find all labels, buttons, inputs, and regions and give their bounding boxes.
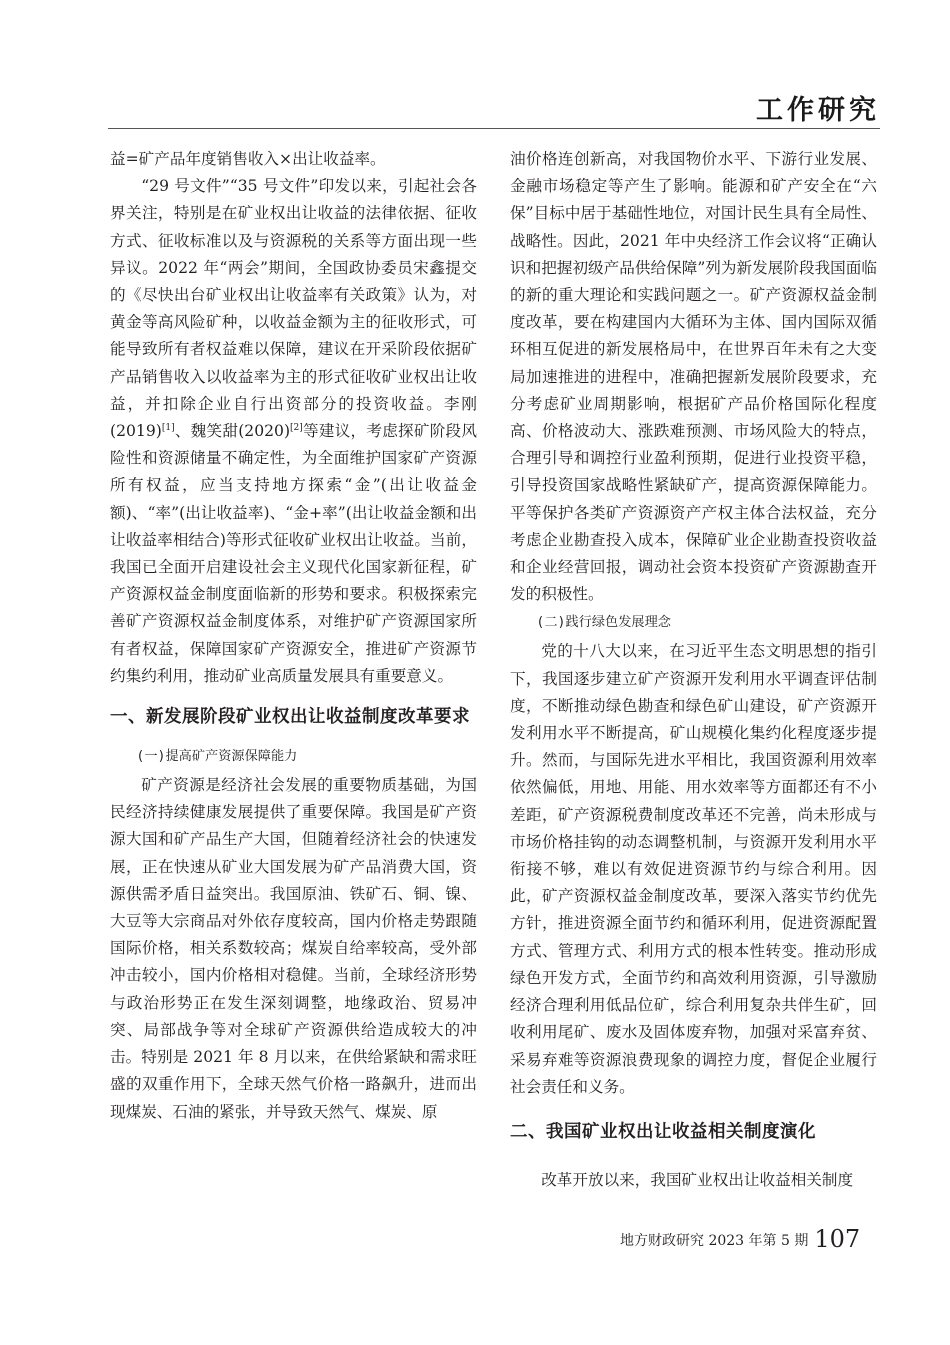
paragraph: 改革开放以来，我国矿业权出让收益相关制度 bbox=[541, 1170, 854, 1189]
section-heading: 二、我国矿业权出让收益相关制度演化 bbox=[510, 1121, 816, 1142]
paragraph-text: 、魏笑甜(2020) bbox=[174, 422, 291, 441]
right-column bbox=[510, 146, 877, 1194]
page-number: 107 bbox=[814, 1225, 861, 1253]
page-footer bbox=[620, 1225, 860, 1253]
paragraph-text: 等建议，考虑探矿阶段风险性和资源储量不确定性，为全面维护国家矿产资源所有权益，应当支持地方探索“金”(出让收益金额)、“率”(出让收益率)、“金+率”(出让收益金额和出让收益率相结合)等形式征收矿业权出让收益。当前，我国已全面开启建设社会主义现代化国家新征程，矿产资源权益金制度面临新的形势和要求。积极探索完善矿产资源权益金制度体系，对维护矿产资源国家所有者权益，保障国家矿产资源安全，推进矿产资源节约集约利用，推动矿业高质量发展具有重要意义。 bbox=[110, 422, 477, 685]
citation-ref: [2] bbox=[290, 422, 303, 433]
paragraph bbox=[110, 173, 477, 690]
paragraph-text: “29 号文件”“35 号文件”印发以来，引起社会各界关注，特别是在矿业权出让收益的法律依据、征收方式、征收标准以及与资源税的关系等方面出现一些异议。2022 年“两会”期间，全国政协委员宋鑫提交的《尽快出台矿业权出让收益率有关政策》认为，对黄金等高风险矿种，以收益金额为主的征收形式，可能导致所有者权益难以保障，建议在开采阶段依据矿产品销售收入以收益率为主的形式征收矿业权出让收益，并扣除企业自行出资部分的投资收益。李刚(2019) bbox=[110, 177, 477, 441]
paragraph: 党的十八大以来，在习近平生态文明思想的指引下，我国逐步建立矿产资源开发利用水平调查评估制度，不断推动绿色勘查和绿色矿山建设，矿产资源开发利用水平不断提高，矿山规模化集约化程度逐步提升。然而，与国际先进水平相比，我国资源利用效率依然偏低，用地、用能、用水效率等方面都还有不小差距，矿产资源税费制度改革还不完善，尚未形成与市场价格挂钩的动态调整机制，与资源开发利用水平衔接不够，难以有效促进资源节约与综合利用。因此，矿产资源权益金制度改革，要深入落实节约优先方针，推进资源全面节约和循环利用，促进资源配置方式、管理方式、利用方式的根本性转变。推动形成绿色开发方式，全面节约和高效利用资源，引导激励经济合理利用低品位矿，综合利用复杂共伴生矿，回收利用尾矿、废水及固体废弃物，加强对采富弃贫、采易弃难等资源浪费现象的调控力度，督促企业履行社会责任和义务。 bbox=[510, 642, 877, 1096]
subsection-heading: (二)践行绿色发展理念 bbox=[536, 615, 671, 631]
journal-issue: 地方财政研究 2023 年第 5 期 bbox=[620, 1233, 809, 1249]
left-column bbox=[110, 146, 477, 1126]
paragraph: 益=矿产品年度销售收入×出让收益率。 bbox=[110, 150, 386, 168]
column-header-title: 工作研究 bbox=[756, 95, 880, 126]
subsection-heading: (一)提高矿产资源保障能力 bbox=[136, 749, 298, 765]
citation-ref: [1] bbox=[161, 422, 175, 433]
paragraph: 矿产资源是经济社会发展的重要物质基础，为国民经济持续健康发展提供了重要保障。我国是矿产资源大国和矿产品生产大国，但随着经济社会的快速发展，正在快速从矿业大国发展为矿产品消费大国，资源供需矛盾日益突出。我国原油、铁矿石、铜、镍、大豆等大宗商品对外依存度较高，国内价格走势跟随国际价格，相关系数较高；煤炭自给率较高，受外部冲击较小，国内价格相对稳健。当前，全球经济形势与政治形势正在发生深刻调整，地缘政治、贸易冲突、局部战争等对全球矿产资源供给造成较大的冲击。特别是 2021 年 8 月以来，在供给紧缺和需求旺盛的双重作用下，全球天然气价格一路飙升，进而出现煤炭、石油的紧张，并导致天然气、煤炭、原 bbox=[110, 776, 477, 1121]
section-heading: 一、新发展阶段矿业权出让收益制度改革要求 bbox=[110, 707, 470, 728]
paragraph: 油价格连创新高，对我国物价水平、下游行业发展、金融市场稳定等产生了影响。能源和矿产安全在“六保”目标中居于基础性地位，对国计民生具有全局性、战略性。因此，2021 年中央经济工作会议将“正确认识和把握初级产品供给保障”列为新发展阶段我国面临的新的重大理论和实践问题之一。矿产资源权益金制度改革，要在构建国内大循环为主体、国内国际双循环相互促进的新发展格局中，在世界百年未有之大变局加速推进的进程中，准确把握新发展阶段要求，充分考虑矿业周期影响，根据矿产品价格国际化程度高、价格波动大、涨跌难预测、市场风险大的特点，合理引导和调控行业盈利预期，促进行业投资平稳，引导投资国家战略性紧缺矿产，提高资源保障能力。平等保护各类矿产资源资产产权主体合法权益，充分考虑企业勘查投入成本，保障矿业企业勘查投资收益和企业经营回报，调动社会资本投资矿产资源勘查开发的积极性。 bbox=[510, 150, 877, 604]
header-rule bbox=[108, 128, 880, 129]
